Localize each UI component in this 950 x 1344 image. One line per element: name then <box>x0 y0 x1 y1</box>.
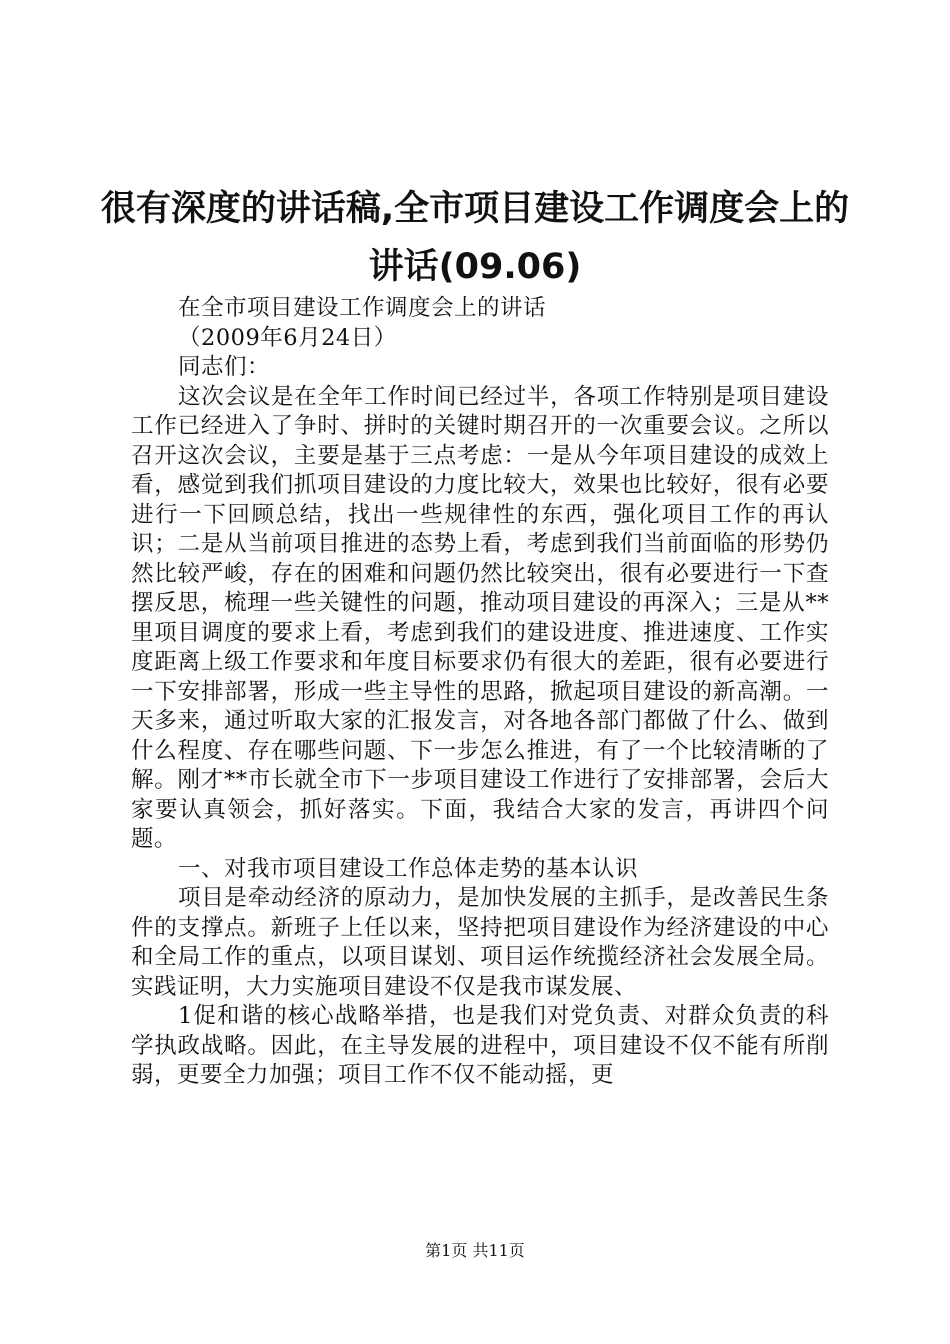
document-body <box>131 294 829 1091</box>
paragraph-section-1: 项目是牵动经济的原动力，是加快发展的主抓手，是改善民生条件的支撑点。新班子上任以来，坚持把项目建设作为经济建设的中心和全局工作的重点，以项目谋划、项目运作统揽经济社会发展全局。实践证明，大力实施项目建设不仅是我市谋发展、 <box>131 885 829 1000</box>
paragraph-intro: 这次会议是在全年工作时间已经过半，各项工作特别是项目建设工作已经进入了争时、拼时的关键时期召开的一次重要会议。之所以召开这次会议，主要是基于三点考虑：一是从今年项目建设的成效上看，感觉到我们抓项目建设的力度比较大，效果也比较好，很有必要进行一下回顾总结，找出一些规律性的东西，强化项目工作的再认识；二是从当前项目推进的态势上看，考虑到我们当前面临的形势仍然比较严峻，存在的困难和问题仍然比较突出，很有必要进行一下查摆反思，梳理一些关键性的问题，推动项目建设的再深入；三是从**里项目调度的要求上看，考虑到我们的建设进度、推进速度、工作实度距离上级工作要求和年度目标要求仍有很大的差距，很有必要进行一下安排部署，形成一些主导性的思路，掀起项目建设的新高潮。一天多来，通过听取大家的汇报发言，对各地各部门都做了什么、做到什么程度、存在哪些问题、下一步怎么推进，有了一个比较清晰的了解。刚才**市长就全市下一步项目建设工作进行了安排部署，会后大家要认真领会，抓好落实。下面，我结合大家的发言，再讲四个问题。 <box>131 383 829 852</box>
page-footer: 第1页 共11页 <box>425 1241 525 1260</box>
speech-date: （2009年6月24日） <box>178 324 397 351</box>
document-title: 很有深度的讲话稿,全市项目建设工作调度会上的讲话(09.06) <box>100 189 850 287</box>
paragraph-continued: 1促和谐的核心战略举措，也是我们对党负责、对群众负责的科学执政战略。因此，在主导发展的进程中，项目建设不仅不能有所削弱，更要全力加强；项目工作不仅不能动摇，更 <box>131 1003 829 1088</box>
section-heading-1: 一、对我市项目建设工作总体走势的基本认识 <box>178 855 639 882</box>
salutation: 同志们： <box>178 354 271 380</box>
speech-heading: 在全市项目建设工作调度会上的讲话 <box>178 295 547 321</box>
